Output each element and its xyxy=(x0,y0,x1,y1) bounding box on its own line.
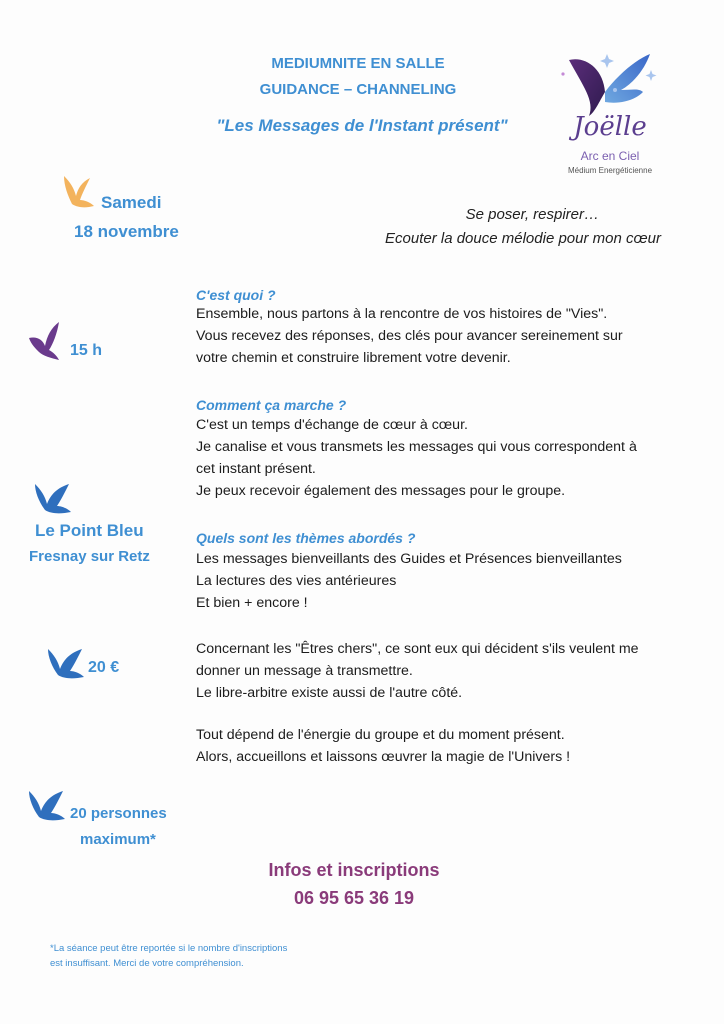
text-line: Ensemble, nous partons à la rencontre de vos histoires de "Vies". xyxy=(196,306,608,322)
section-body-what xyxy=(196,303,686,369)
footnote-line: *La séance peut être reportée si le nombre d'inscriptions xyxy=(50,943,288,954)
footnote-line: est insuffisant. Merci de votre compréhension. xyxy=(50,958,244,969)
event-price: 20 € xyxy=(88,659,120,676)
venue-name: Le Point Bleu xyxy=(35,521,144,540)
section-body-loved-ones xyxy=(196,638,686,704)
intro-quote-line2: Ecouter la douce mélodie pour mon cœur xyxy=(385,230,661,247)
event-day: Samedi xyxy=(101,193,162,212)
text-line: Le libre-arbitre existe aussi de l'autre côté. xyxy=(196,685,463,701)
section-title-how: Comment ça marche ? xyxy=(196,397,347,413)
text-line: donner un message à transmettre. xyxy=(196,663,413,679)
logo-role: Médium Energéticienne xyxy=(567,166,653,175)
blue-bird-icon xyxy=(26,785,68,825)
intro-quote-line1: Se poser, respirer… xyxy=(465,206,599,223)
event-type-title: MEDIUMNITE EN SALLE xyxy=(271,55,445,72)
section-body-themes xyxy=(196,548,686,614)
event-subtype-title: GUIDANCE – CHANNELING xyxy=(259,81,457,98)
text-line: Je canalise et vous transmets les messages qui vous correspondent à xyxy=(196,439,637,455)
contact-label: Infos et inscriptions xyxy=(268,860,440,880)
text-line: cet instant présent. xyxy=(196,461,316,477)
text-line: Alors, accueillons et laissons œuvrer la magie de l'Univers ! xyxy=(196,749,571,765)
capacity-line2: maximum* xyxy=(80,831,156,848)
event-time: 15 h xyxy=(70,342,103,359)
text-line: Concernant les "Êtres chers", ce sont eux qui décident s'ils veulent me xyxy=(196,641,639,657)
orange-bird-icon xyxy=(60,170,98,212)
blue-bird-icon xyxy=(33,478,73,518)
section-title-what: C'est quoi ? xyxy=(196,287,276,303)
text-line: Et bien + encore ! xyxy=(196,595,308,611)
text-line: Je peux recevoir également des messages pour le groupe. xyxy=(196,483,566,499)
text-line: votre chemin et construire librement votre devenir. xyxy=(196,350,511,366)
section-title-themes: Quels sont les thèmes abordés ? xyxy=(196,530,416,546)
section-body-how xyxy=(196,414,686,502)
event-subtitle: "Les Messages de l'Instant présent" xyxy=(216,116,508,135)
logo-name: Joëlle xyxy=(573,112,647,142)
blue-bird-icon xyxy=(44,643,88,683)
text-line: Vous recevez des réponses, des clés pour avancer sereinement sur xyxy=(196,328,623,344)
purple-bird-icon xyxy=(27,320,63,362)
text-line: La lectures des vies antérieures xyxy=(196,573,397,589)
text-line: C'est un temps d'échange de cœur à cœur. xyxy=(196,417,468,433)
text-line: Tout dépend de l'énergie du groupe et du moment présent. xyxy=(196,727,565,743)
logo-tagline: Arc en Ciel xyxy=(580,149,640,163)
event-date: 18 novembre xyxy=(74,222,179,241)
contact-phone[interactable]: 06 95 65 36 19 xyxy=(293,888,415,908)
text-line: Les messages bienveillants des Guides et Présences bienveillantes xyxy=(196,551,622,567)
capacity-line1: 20 personnes xyxy=(70,805,167,822)
footnote xyxy=(50,941,287,971)
venue-city: Fresnay sur Retz xyxy=(29,548,150,565)
section-body-closing xyxy=(196,724,686,768)
